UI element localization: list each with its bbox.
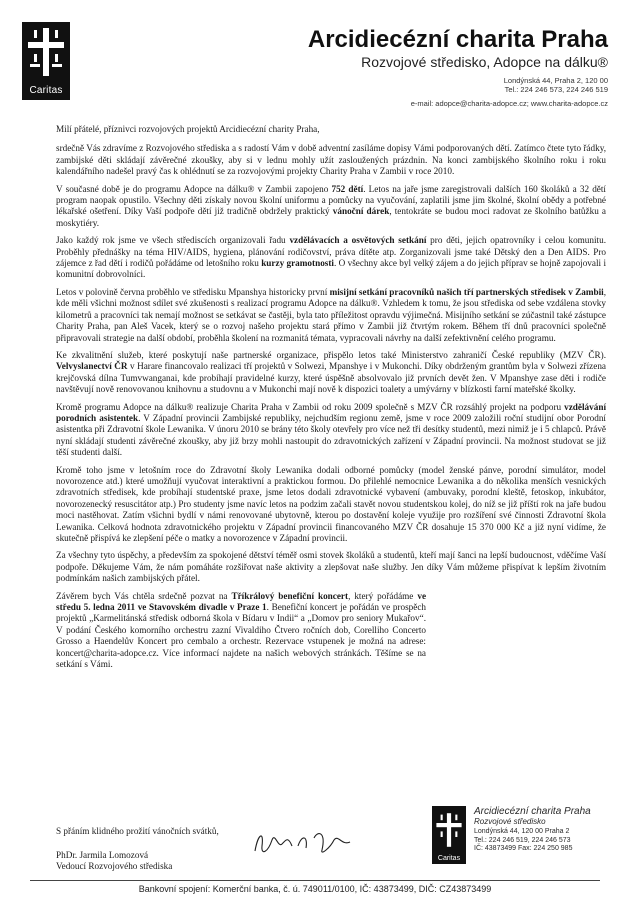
paragraph-8: Za všechny tyto úspěchy, a především za spokojené dětství téměř osmi stovek školáků a studentů, kteří mají šanci na lepší budoucnost, vděčíme Vaší podpoře. Děkujeme Vám, že nám pomáháte rozšiřovat naše aktivity a zlepšovat naše služby. Jen díky Vám můžeme přispívat k lepším životním podmínkám našich zambijských přátel.	[56, 550, 606, 584]
paragraph-4: Letos v polovině června proběhlo ve středisku Mpanshya historicky první misijní setkání pracovníků našich tří partnerských středisek v Zambii, kde měli všichni možnost sdílet své zkušenosti s realizací programu Adopce na dálku®. Vzhledem k tomu, že jsou střediska od sebe vzdálena stovky kilometrů a pracovníci tak nemají možnost se setkávat se častěji, byla tato příležitost opravdu výjimečná. Misijního setkání se zúčastnil také zástupce Charity Praha, pan Aleš Vacek, který se o rozvoj našeho projektu stará přímo v Zambii již čtvrtým rokem. Během tří dnů pracovníci společně připravovali strategie na další období, proběhla školení na rozmanitá témata, vypracovali návrhy na další zefektivnění celého programu.	[56, 286, 606, 343]
stamp-dept: Rozvojové středisko	[474, 817, 546, 826]
address-line: Londýnská 44, Praha 2, 120 00	[503, 76, 608, 85]
caritas-cross-icon	[26, 26, 66, 78]
department-name: Rozvojové středisko, Adopce na dálku®	[361, 54, 608, 70]
bank-details: Bankovní spojení: Komerční banka, č. ú. 749011/0100, IČ: 43873499, DIČ: CZ43873499	[138, 884, 492, 894]
footer-divider	[30, 880, 600, 881]
stamp-ic-fax: IČ: 43873499 Fax: 224 250 985	[474, 845, 573, 852]
stamp-logo	[432, 806, 466, 864]
stamp-text	[474, 806, 591, 854]
paragraph-9: Závěrem bych Vás chtěla srdečně pozvat na Tříkrálový benefiční koncert, který pořádáme ve středu 5. ledna 2011 ve Stavovském divadle v Praze 1. Benefiční koncert je pořádán ve prospěch projektů „Karmelitánská středisk odborná škola v Bídaru v Indii“ a „Domov pro seniory Mukařov“. V podání Českého komorního orchestru zazní Vivaldiho Čtvero ročních dob, Corelliho Concerto Grosso a Haendelův Koncert pro cembalo a orchestr. Rezervace vstupenek je možná na adrese: koncert@charita-adopce.cz. Více informací najdete na našich webových stránkách. Těšíme se na setkání s Vámi.	[56, 590, 427, 670]
greeting: Milí přátelé, příznivci rozvojových projektů Arcidiecézní charity Praha,	[56, 124, 320, 134]
stamp-address: Londýnská 44, 120 00 Praha 2	[474, 828, 570, 835]
paragraph-6: Kromě programu Adopce na dálku® realizuje Charita Praha v Zambii od roku 2009 společně s MZV ČR rozsáhlý projekt na podporu vzdělávání porodních asistentek. V Západní provincii Zambijské republiky, nejchudším regionu země, jsme v roce 2009 založili roční studijní obor Porodní asistentka při Zdravotní škole Lewanika. V únoru 2010 se brány této školy otevřely pro více než tři desítky studentů, mezi nimiž je i 5 chlapců. Právě nyní skládají studenti závěrečné zkoušky, aby již brzy mohli nastoupit do zdravotnických zařízení v Západní provincii. Na možnost studovat se již těší studenti další.	[56, 401, 606, 458]
caritas-logo	[22, 22, 70, 100]
logo-wordmark: Caritas	[29, 85, 63, 96]
closing-line: S přáním klidného prožití vánočních svátků,	[56, 826, 219, 836]
letter-body	[56, 124, 606, 676]
stamp-org: Arcidiecézní charita Praha	[474, 806, 591, 817]
stamp-tel: Tel.: 224 246 519, 224 246 573	[474, 836, 571, 844]
signature-image	[250, 826, 360, 860]
paragraph-7: Kromě toho jsme v letošním roce do Zdravotní školy Lewanika dodali odborné pomůcky (model ženské pánve, porodní simulátor, model novorozence atd.) které umožňují vyučovat interaktivní a praktickou formou. Do přilehlé nemocnice Lewanika a do několika menších vesnických zdravotních středisek, kde probíhají studentské praxe, jsme letos dodali zdravotnické vybavení (ambuvaky, porodní kleště, fetoskop, inkubátor, novorozenecký resuscitátor atp.) Pro studenty jsme navíc letos na podzim začali stavět novou studentskou kolej, do níž se již příští rok na jaře budou moci nastěhovat. Zatím všichni bydlí v námi renovované ubytovně, kterou po dostavění koleje využije pro rozšíření své činnosti Zdravotní škola Lewanika. Celková hodnota zdravotnického projektu v Západní provincii financovaného MZV ČR dosahuje 15 370 000 Kč a již nyní vidíme, že skutečně přispívá ke zlepšení péče o matky a novorozence v Západní provincii.	[56, 464, 606, 543]
signer-block	[56, 850, 172, 873]
contact-line: e-mail: adopce@charita-adopce.cz; www.charita-adopce.cz	[410, 99, 608, 108]
stamp-wordmark: Caritas	[437, 855, 461, 862]
signer-title: Vedoucí Rozvojového střediska	[56, 861, 173, 872]
organization-stamp	[432, 806, 622, 872]
paragraph-2: V současné době je do programu Adopce na dálku® v Zambii zapojeno 752 dětí. Letos na jaře jsme zaregistrovali dalších 160 školáků a 32 dětí program naopak opustilo. Všechny děti získaly novou školní uniformu a pomůcky na vyučování, zaplatili jsme jim školné, školní obědy a potřebné lékařské ošetření. Díky Vaší podpoře dětí již tradičně obdržely praktický vánoční dárek, tentokráte se budou moci radovat ze školního batůžku a moskytiéry.	[56, 183, 606, 228]
paragraph-1: srdečně Vás zdravíme z Rozvojového střediska a s radostí Vám v době adventní zasíláme dopisy Vámi podporovaných dětí. Zatímco čtete tyto řádky, zambijské děti skládají závěrečné zkoušky, aby si v lednu mohly užít zasloužených prázdnin. Na konci zambijského školního roku i roku kalendářního nadešel pravý čas k ohlédnutí se za rozvojovými projekty Charity Praha v Zambii v roce 2010.	[56, 143, 606, 177]
header-address	[504, 76, 608, 94]
stamp-cross-icon	[435, 809, 463, 851]
phone-line: Tel.: 224 246 573, 224 246 519	[504, 85, 608, 94]
org-name: Arcidiecézní charita Praha	[307, 26, 608, 53]
signer-name: PhDr. Jarmila Lomozová	[56, 850, 149, 860]
paragraph-5: Ke zkvalitnění služeb, které poskytují naše partnerské organizace, přispělo letos také Ministerstvo zahraničí České republiky (MZV ČR). Velvyslanectví ČR v Harare financovalo realizaci tří projektů v Solwezi, Mpanshye i v Mukonchi. Díky obdrženým grantům byla v Solwezi zřízena krejčovská dílna Tumvwanganai, kde probíhají pravidelné kurzy, které úspěšně absolvovalo již prvních devět žen. V Mpanshye zase děti i rodiče navštěvují nově renovovanou knihovnu a studovnu a v Mukonchi mají nově k dispozici toalety a umývárny v blízkosti farní mateřské školky.	[56, 349, 606, 395]
paragraph-3: Jako každý rok jsme ve všech střediscích organizovali řadu vzdělávacích a osvětových setkání pro děti, jejich opatrovníky i celou komunitu. Proběhly přednášky na téma HIV/AIDS, hygiena, plánování rodičovství, práva dítěte atp. Zorganizovali jsme také Dětský den a Den AIDS. Pro zájemce z řad dětí i rodičů pořádáme od letošního roku kurzy gramotnosti. O všechny akce byl velký zájem a do jejich příprav se hojně zapojovali i komunitní dobrovolníci.	[56, 235, 606, 280]
